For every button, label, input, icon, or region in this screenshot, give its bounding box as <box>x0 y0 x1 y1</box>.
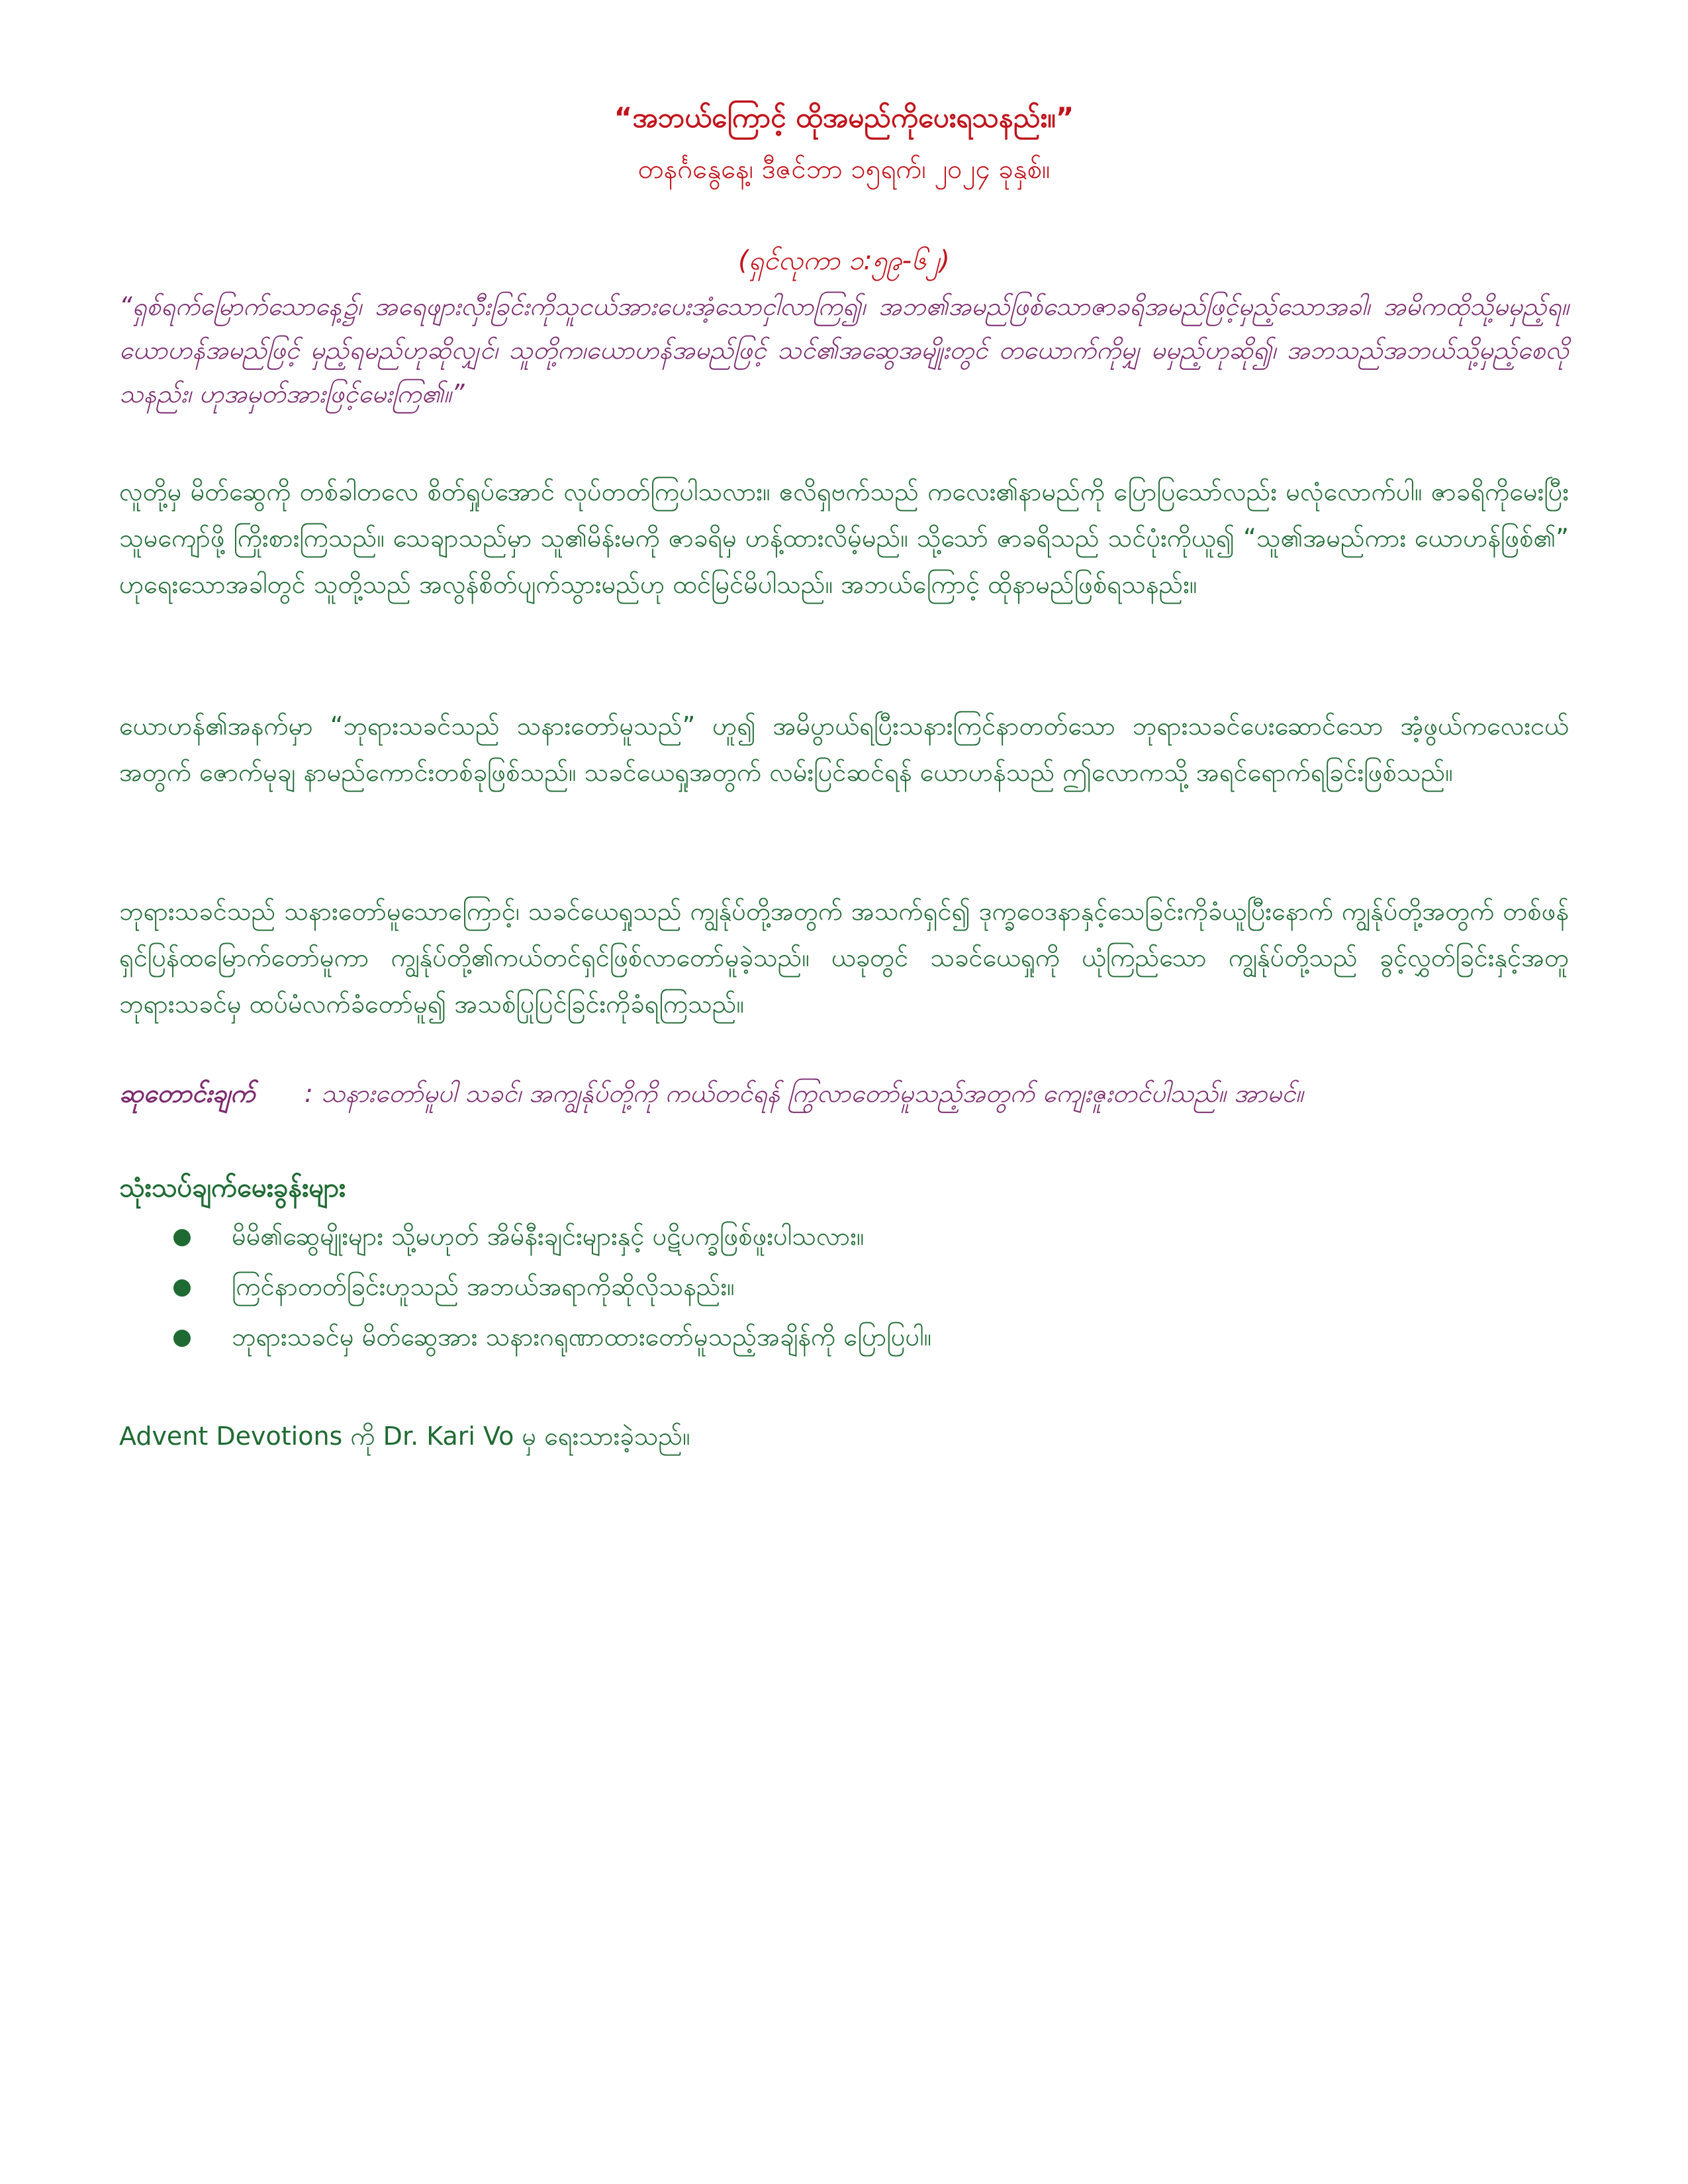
author-credit: Advent Devotions ကို Dr. Kari Vo မှ ရေးသားခဲ့သည်။ <box>119 1422 690 1451</box>
prayer-text: : သနားတော်မူပါ သခင်၊ အကျွန်ုပ်တို့ကို ကယ်တင်ရန် ကြွလာတော်မူသည့်အတွက် ကျေးဇူးတင်ပါသည်။ အာမင်။ <box>305 1079 1303 1108</box>
bullet-icon: ● <box>172 1223 192 1250</box>
scripture-reference: (ရှင်လုကာ ၁:၅၉-၆၂) <box>738 246 950 276</box>
scripture-text: “ရှစ်ရက်မြောက်သောနေ့၌၊ အရေဖျားလှီးခြင်းကိုသူငယ်အားပေးအံ့သောငှါလာကြ၍၊ အဘ၏အမည်ဖြစ်သောဇာခရိအမည်ဖြင့်မှည့်သောအခါ၊ အမိကထိုသို့မမှည့်ရ။ ယောဟန်အမည်ဖြင့် မှည့်ရမည်ဟုဆိုလျှင်၊ သူတို့က၊ယောဟန်အမည်ဖြင့် သင်၏အဆွေအမျိုးတွင် တယောက်ကိုမျှ မမှည့်ဟုဆို၍၊ အဘသည်အဘယ်သို့မှည့်စေလိုသနည်း၊ ဟုအမှတ်အားဖြင့်မေးကြ၏။” <box>119 292 1569 408</box>
list-item <box>172 1315 1496 1365</box>
questions-heading: သုံးသပ်ချက်မေးခွန်းများ <box>119 1173 346 1203</box>
questions-list <box>172 1214 1496 1365</box>
bullet-icon: ● <box>172 1273 192 1300</box>
body-paragraph-2: ယောဟန်၏အနက်မှာ “ဘုရားသခင်သည် သနားတော်မူသည်” ဟူ၍ အမိပွာယ်ရပြီးသနားကြင်နာတတ်သော ဘုရားသခင်ပေးဆောင်သော အံ့ဖွယ်ကလေးငယ်အတွက် ဇောက်မုချ နာမည်ကောင်းတစ်ခုဖြစ်သည်။ သခင်ယေရှုအတွက် လမ်းပြင်ဆင်ရန် ယောဟန်သည် ဤလောကသို့ အရင်ရောက်ရခြင်းဖြစ်သည်။ <box>119 711 1569 787</box>
prayer-label: ဆုတောင်းချက် <box>119 1079 256 1108</box>
body-paragraph-3: ဘုရားသခင်သည် သနားတော်မူသောကြောင့်၊ သခင်ယေရှုသည် ကျွန်ုပ်တို့အတွက် အသက်ရှင်၍ ဒုက္ခဝေဒနာနှင့်သေခြင်းကိုခံယူပြီးနောက် ကျွန်ုပ်တို့အတွက် တစ်ဖန်ရှင်ပြန်ထမြောက်တော်မူကာ ကျွန်ုပ်တို့၏ကယ်တင်ရှင်ဖြစ်လာတော်မူခဲ့သည်။ ယခုတွင် သခင်ယေရှုကို ယုံကြည်သော ကျွန်ုပ်တို့သည် ခွင့်လွှတ်ခြင်းနှင့်အတူ ဘုရားသခင်မှ ထပ်မံလက်ခံတော်မူ၍ အသစ်ပြုပြင်ခြင်းကိုခံရကြသည်။ <box>119 897 1569 1019</box>
list-item <box>172 1265 1496 1315</box>
prayer <box>119 1073 1569 1113</box>
question-text: ဘုရားသခင်မှ မိတ်ဆွေအား သနားဂရုဏာထားတော်မူသည့်အချိန်ကို ပြောပြပါ။ <box>232 1322 932 1351</box>
question-text: မိမိ၏ဆွေမျိုးများ သို့မဟုတ် အိမ်နီးချင်းများနှင့် ပဋိပက္ခဖြစ်ဖူးပါသလား။ <box>232 1222 865 1251</box>
devotion-date: တနင်္ဂနွေနေ့၊ ဒီဇင်ဘာ ၁၅ရက်၊ ၂၀၂၄ ခုနှစ်။ <box>637 154 1051 185</box>
body-paragraph-1: လူတို့မှ မိတ်ဆွေကို တစ်ခါတလေ စိတ်ရှုပ်အောင် လုပ်တတ်ကြပါသလား။ ဧလိရှဗက်သည် ကလေး၏နာမည်ကို ပြောပြသော်လည်း မလုံလောက်ပါ။ ဇာခရိကိုမေးပြီး သူမကျော်ဖို့ ကြိုးစားကြသည်။ သေချာသည်မှာ သူ၏မိန်းမကို ဇာခရိမှ ဟန့်ထားလိမ့်မည်။ သို့သော် ဇာခရိသည် သင်ပုံးကိုယူ၍ “သူ၏အမည်ကား ယောဟန်ဖြစ်၏” ဟုရေးသောအခါတွင် သူတို့သည် အလွန်စိတ်ပျက်သွားမည်ဟု ထင်မြင်မိပါသည်။ အဘယ်ကြောင့် ထိုနာမည်ဖြစ်ရသနည်း။ <box>119 477 1569 599</box>
page-title: “အဘယ်ကြောင့် ထိုအမည်ကိုပေးရသနည်း။” <box>614 101 1074 134</box>
list-item <box>172 1214 1496 1265</box>
document-page <box>119 0 1569 2184</box>
bullet-icon: ● <box>172 1324 192 1350</box>
question-text: ကြင်နာတတ်ခြင်းဟူသည် အဘယ်အရာကိုဆိုလိုသနည်း။ <box>232 1272 735 1301</box>
